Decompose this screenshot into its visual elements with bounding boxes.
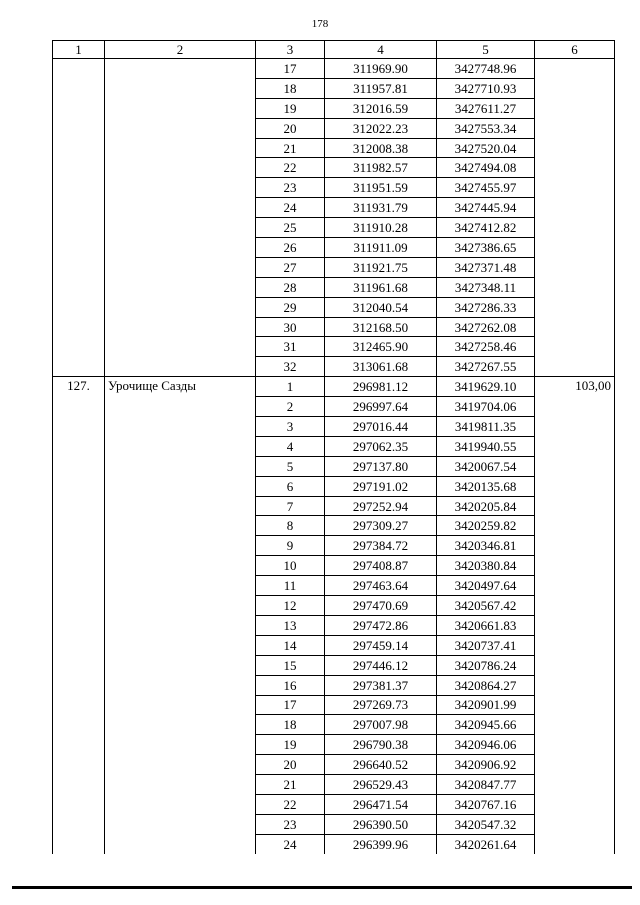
y-coordinate-cell: 3420906.92 (437, 755, 535, 775)
coordinates-table (52, 40, 615, 854)
y-coordinate-cell: 3427445.94 (437, 198, 535, 218)
point-number-cell: 15 (256, 655, 325, 675)
area-cell: 103,00 (535, 377, 615, 854)
y-coordinate-cell: 3420135.68 (437, 476, 535, 496)
y-coordinate-cell: 3420346.81 (437, 536, 535, 556)
point-number-cell: 19 (256, 98, 325, 118)
x-coordinate-cell: 311961.68 (325, 277, 437, 297)
y-coordinate-cell: 3420380.84 (437, 556, 535, 576)
point-number-cell: 7 (256, 496, 325, 516)
y-coordinate-cell: 3420547.32 (437, 814, 535, 834)
point-number-cell: 23 (256, 814, 325, 834)
y-coordinate-cell: 3420567.42 (437, 596, 535, 616)
y-coordinate-cell: 3420847.77 (437, 775, 535, 795)
x-coordinate-cell: 312016.59 (325, 98, 437, 118)
y-coordinate-cell: 3427348.11 (437, 277, 535, 297)
y-coordinate-cell: 3427286.33 (437, 297, 535, 317)
point-number-cell: 22 (256, 794, 325, 814)
x-coordinate-cell: 296997.64 (325, 397, 437, 417)
x-coordinate-cell: 297470.69 (325, 596, 437, 616)
y-coordinate-cell: 3427371.48 (437, 257, 535, 277)
point-number-cell: 8 (256, 516, 325, 536)
column-header: 2 (105, 41, 256, 59)
x-coordinate-cell: 297446.12 (325, 655, 437, 675)
x-coordinate-cell: 297384.72 (325, 536, 437, 556)
point-number-cell: 23 (256, 178, 325, 198)
column-header: 3 (256, 41, 325, 59)
y-coordinate-cell: 3419629.10 (437, 377, 535, 397)
x-coordinate-cell: 311957.81 (325, 78, 437, 98)
point-number-cell: 25 (256, 218, 325, 238)
x-coordinate-cell: 311931.79 (325, 198, 437, 218)
point-number-cell: 20 (256, 755, 325, 775)
y-coordinate-cell: 3427267.55 (437, 357, 535, 377)
object-number-cell (53, 59, 105, 377)
point-number-cell: 30 (256, 317, 325, 337)
x-coordinate-cell: 297408.87 (325, 556, 437, 576)
column-header: 6 (535, 41, 615, 59)
x-coordinate-cell: 296790.38 (325, 735, 437, 755)
y-coordinate-cell: 3420737.41 (437, 635, 535, 655)
header-row (53, 41, 615, 59)
point-number-cell: 4 (256, 436, 325, 456)
y-coordinate-cell: 3427258.46 (437, 337, 535, 357)
x-coordinate-cell: 297137.80 (325, 456, 437, 476)
x-coordinate-cell: 297269.73 (325, 695, 437, 715)
x-coordinate-cell: 296399.96 (325, 834, 437, 853)
y-coordinate-cell: 3420205.84 (437, 496, 535, 516)
point-number-cell: 21 (256, 775, 325, 795)
y-coordinate-cell: 3420067.54 (437, 456, 535, 476)
y-coordinate-cell: 3427262.08 (437, 317, 535, 337)
x-coordinate-cell: 312465.90 (325, 337, 437, 357)
point-number-cell: 2 (256, 397, 325, 417)
point-number-cell: 9 (256, 536, 325, 556)
area-cell (535, 59, 615, 377)
point-number-cell: 3 (256, 417, 325, 437)
column-header: 5 (437, 41, 535, 59)
point-number-cell: 20 (256, 118, 325, 138)
y-coordinate-cell: 3420261.64 (437, 834, 535, 853)
y-coordinate-cell: 3427455.97 (437, 178, 535, 198)
y-coordinate-cell: 3427412.82 (437, 218, 535, 238)
x-coordinate-cell: 311910.28 (325, 218, 437, 238)
point-number-cell: 10 (256, 556, 325, 576)
x-coordinate-cell: 296529.43 (325, 775, 437, 795)
x-coordinate-cell: 296471.54 (325, 794, 437, 814)
x-coordinate-cell: 313061.68 (325, 357, 437, 377)
x-coordinate-cell: 296981.12 (325, 377, 437, 397)
point-number-cell: 29 (256, 297, 325, 317)
x-coordinate-cell: 311911.09 (325, 238, 437, 258)
point-number-cell: 13 (256, 615, 325, 635)
object-name-cell (105, 59, 256, 377)
y-coordinate-cell: 3427553.34 (437, 118, 535, 138)
y-coordinate-cell: 3420661.83 (437, 615, 535, 635)
point-number-cell: 19 (256, 735, 325, 755)
y-coordinate-cell: 3420945.66 (437, 715, 535, 735)
column-header: 1 (53, 41, 105, 59)
y-coordinate-cell: 3427611.27 (437, 98, 535, 118)
point-number-cell: 26 (256, 238, 325, 258)
object-number-cell: 127. (53, 377, 105, 854)
y-coordinate-cell: 3420864.27 (437, 675, 535, 695)
point-number-cell: 27 (256, 257, 325, 277)
page-number: 178 (311, 18, 329, 30)
point-number-cell: 18 (256, 78, 325, 98)
point-number-cell: 17 (256, 695, 325, 715)
x-coordinate-cell: 296390.50 (325, 814, 437, 834)
x-coordinate-cell: 312008.38 (325, 138, 437, 158)
y-coordinate-cell: 3420497.64 (437, 576, 535, 596)
x-coordinate-cell: 312040.54 (325, 297, 437, 317)
x-coordinate-cell: 297252.94 (325, 496, 437, 516)
point-number-cell: 16 (256, 675, 325, 695)
point-number-cell: 31 (256, 337, 325, 357)
x-coordinate-cell: 297309.27 (325, 516, 437, 536)
x-coordinate-cell: 311921.75 (325, 257, 437, 277)
y-coordinate-cell: 3420901.99 (437, 695, 535, 715)
bottom-rule (12, 886, 632, 889)
object-name-cell: Урочище Сазды (105, 377, 256, 854)
y-coordinate-cell: 3427748.96 (437, 59, 535, 79)
point-number-cell: 12 (256, 596, 325, 616)
x-coordinate-cell: 297007.98 (325, 715, 437, 735)
y-coordinate-cell: 3420946.06 (437, 735, 535, 755)
point-number-cell: 18 (256, 715, 325, 735)
point-number-cell: 24 (256, 834, 325, 853)
y-coordinate-cell: 3419940.55 (437, 436, 535, 456)
point-number-cell: 14 (256, 635, 325, 655)
point-number-cell: 21 (256, 138, 325, 158)
table-row (53, 59, 615, 79)
x-coordinate-cell: 297472.86 (325, 615, 437, 635)
x-coordinate-cell: 297191.02 (325, 476, 437, 496)
x-coordinate-cell: 312168.50 (325, 317, 437, 337)
point-number-cell: 6 (256, 476, 325, 496)
point-number-cell: 28 (256, 277, 325, 297)
x-coordinate-cell: 296640.52 (325, 755, 437, 775)
x-coordinate-cell: 311951.59 (325, 178, 437, 198)
x-coordinate-cell: 297459.14 (325, 635, 437, 655)
point-number-cell: 17 (256, 59, 325, 79)
x-coordinate-cell: 297463.64 (325, 576, 437, 596)
y-coordinate-cell: 3419704.06 (437, 397, 535, 417)
point-number-cell: 22 (256, 158, 325, 178)
point-number-cell: 24 (256, 198, 325, 218)
y-coordinate-cell: 3427520.04 (437, 138, 535, 158)
y-coordinate-cell: 3420259.82 (437, 516, 535, 536)
y-coordinate-cell: 3420786.24 (437, 655, 535, 675)
y-coordinate-cell: 3427494.08 (437, 158, 535, 178)
x-coordinate-cell: 297062.35 (325, 436, 437, 456)
point-number-cell: 1 (256, 377, 325, 397)
table-row (53, 377, 615, 397)
x-coordinate-cell: 297016.44 (325, 417, 437, 437)
point-number-cell: 5 (256, 456, 325, 476)
point-number-cell: 11 (256, 576, 325, 596)
point-number-cell: 32 (256, 357, 325, 377)
x-coordinate-cell: 311982.57 (325, 158, 437, 178)
x-coordinate-cell: 311969.90 (325, 59, 437, 79)
column-header: 4 (325, 41, 437, 59)
y-coordinate-cell: 3427710.93 (437, 78, 535, 98)
x-coordinate-cell: 297381.37 (325, 675, 437, 695)
y-coordinate-cell: 3419811.35 (437, 417, 535, 437)
y-coordinate-cell: 3427386.65 (437, 238, 535, 258)
x-coordinate-cell: 312022.23 (325, 118, 437, 138)
y-coordinate-cell: 3420767.16 (437, 794, 535, 814)
